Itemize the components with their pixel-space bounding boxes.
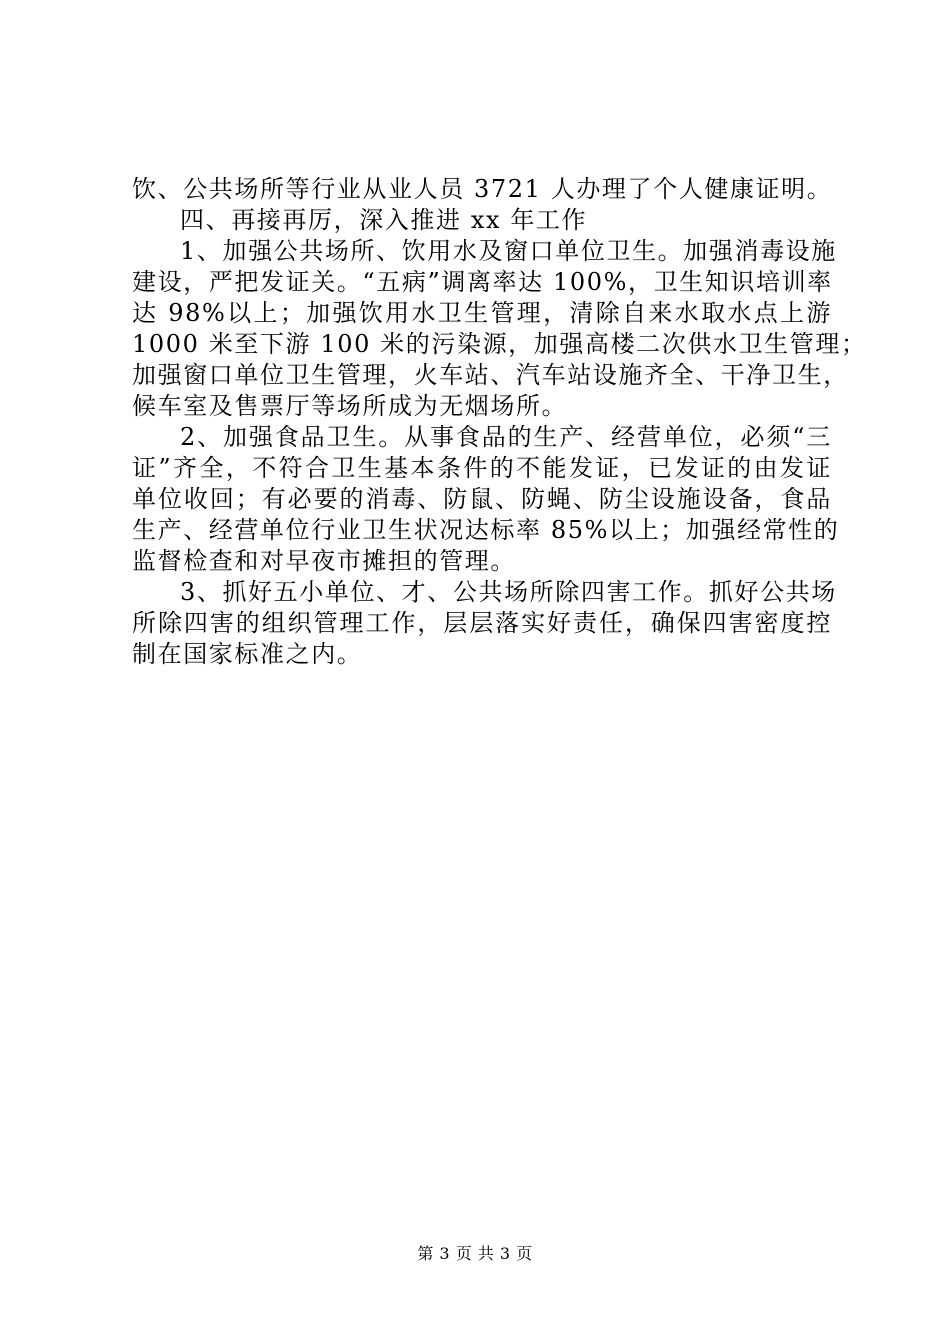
page-number-footer: 第 3 页 共 3 页 (417, 1244, 533, 1263)
text-line: 证”齐全，不符合卫生基本条件的不能发证，已发证的由发证 (132, 454, 832, 482)
document-body (132, 174, 867, 670)
text-line: 制在国家标准之内。 (132, 640, 363, 668)
text-line: 加强窗口单位卫生管理，火车站、汽车站设施齐全、干净卫生， (132, 361, 849, 389)
text-line: 2、加强食品卫生。从事食品的生产、经营单位，必须“三 (180, 423, 832, 451)
text-line: 候车室及售票厅等场所成为无烟场所。 (132, 392, 568, 420)
text-line: 1、加强公共场所、饮用水及窗口单位卫生。加强消毒设施 (180, 237, 837, 265)
text-line: 四、再接再厉，深入推进 xx 年工作 (180, 206, 588, 234)
text-line: 所除四害的组织管理工作，层层落实好责任，确保四害密度控 (132, 609, 832, 637)
text-line: 达 98%以上；加强饮用水卫生管理，清除自来水取水点上游 (132, 299, 832, 327)
text-line: 建设，严把发证关。“五病”调离率达 100%，卫生知识培训率 (132, 268, 833, 296)
text-line: 3、抓好五小单位、才、公共场所除四害工作。抓好公共场 (180, 578, 837, 606)
text-line: 饮、公共场所等行业从业人员 3721 人办理了个人健康证明。 (132, 175, 833, 203)
text-line: 监督检查和对早夜市摊担的管理。 (132, 547, 516, 575)
text-line: 单位收回；有必要的消毒、防鼠、防蝇、防尘设施设备，食品 (132, 485, 832, 513)
text-line: 1000 米至下游 100 米的污染源，加强高楼二次供水卫生管理； (132, 330, 867, 358)
text-line: 生产、经营单位行业卫生状况达标率 85%以上；加强经常性的 (132, 516, 840, 544)
